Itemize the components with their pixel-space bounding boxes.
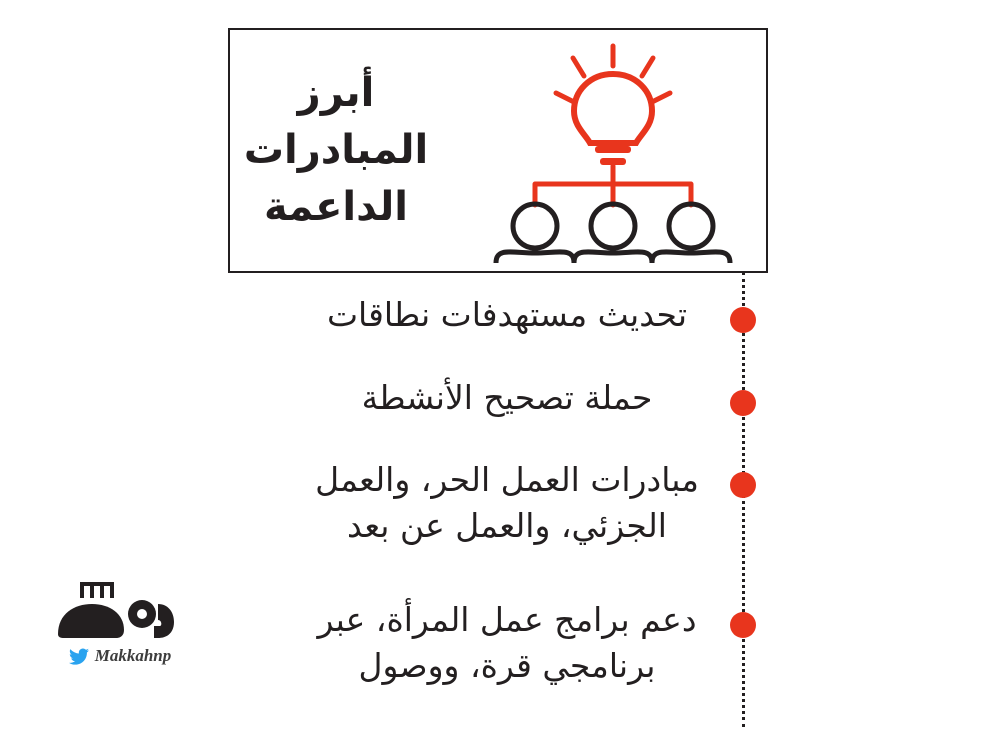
list-item-line: حملة تصحيح الأنشطة <box>361 378 653 417</box>
list-item-line: برنامجي قرة، ووصول <box>358 645 656 685</box>
makkah-logo-icon <box>50 580 190 642</box>
brand-logo <box>40 580 200 666</box>
twitter-bird-icon <box>69 648 89 665</box>
list-item-line: مبادرات العمل الحر، والعمل <box>315 460 699 499</box>
list-item <box>272 292 742 338</box>
title-line-3: الداعمة <box>264 183 408 230</box>
lightbulb-with-people-icon <box>460 30 766 271</box>
social-handle <box>40 646 200 666</box>
list-item-line: دعم برامج عمل المرأة، عبر <box>317 600 697 639</box>
list-item <box>272 597 742 688</box>
title-line-2: المبادرات <box>243 127 429 174</box>
page-title <box>230 65 460 235</box>
list-item <box>272 457 742 548</box>
header-box <box>228 28 768 273</box>
handle-text: Makkahnp <box>94 646 172 665</box>
list-item-line: الجزئي، والعمل عن بعد <box>347 505 667 545</box>
title-line-1: أبرز <box>297 70 375 117</box>
list-item-line: تحديث مستهدفات نطاقات <box>326 295 688 334</box>
list-item <box>272 375 742 421</box>
timeline-dotted-line <box>742 272 745 727</box>
